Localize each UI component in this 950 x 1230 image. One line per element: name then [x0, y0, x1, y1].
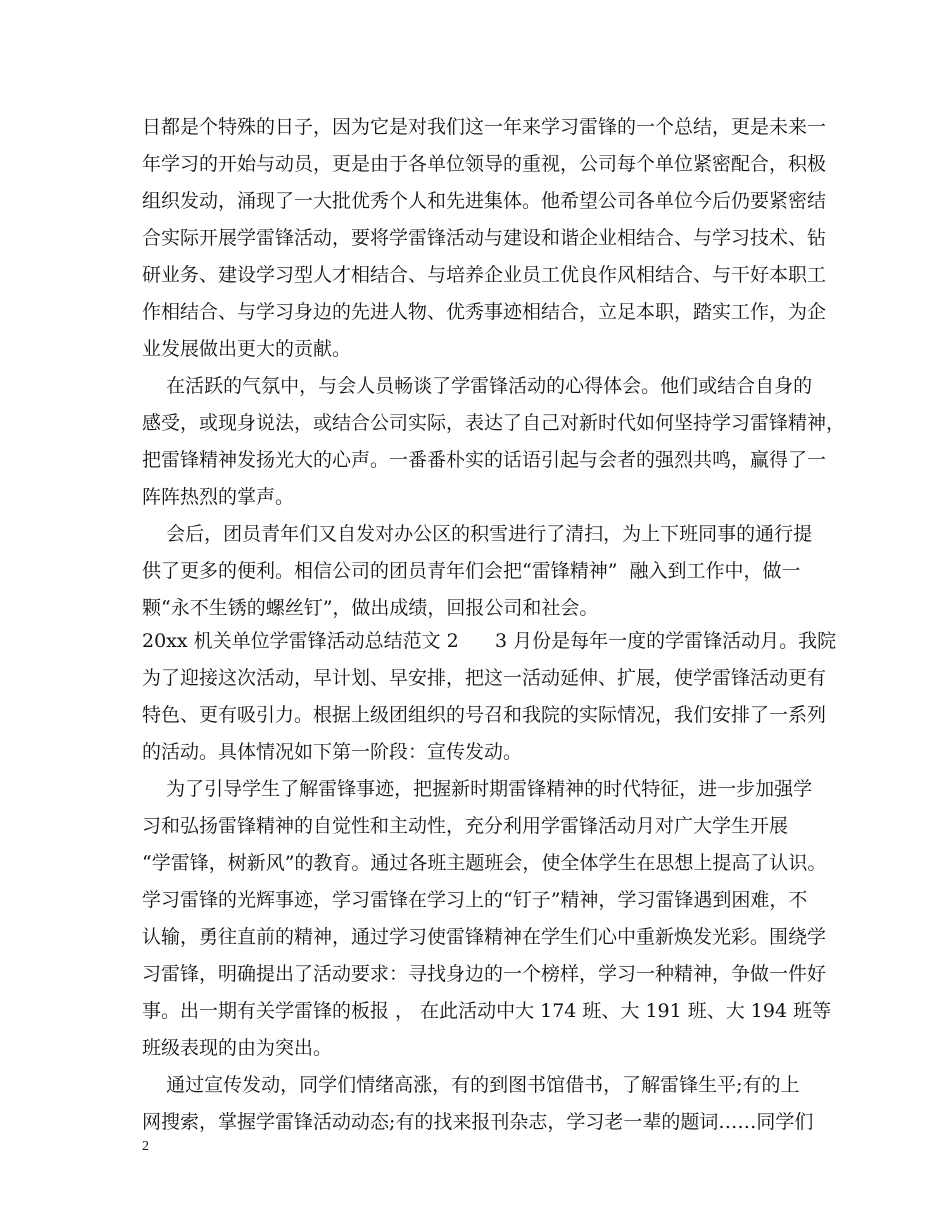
- text-line: 事。出一期有关学雷锋的板报 ， 在此活动中大 174 班、大 191 班、大 194 班等: [142, 1000, 832, 1022]
- text-line: 日都是个特殊的日子，因为它是对我们这一年来学习雷锋的一个总结，更是未来一: [142, 116, 827, 138]
- text-line: 认输，勇往直前的精神，通过学习使雷锋精神在学生们心中重新焕发光彩。围绕学: [142, 926, 827, 948]
- text-line: 的活动。具体情况如下第一阶段：宣传发动。: [142, 741, 523, 763]
- text-line: 业发展做出更大的贡献。: [142, 338, 352, 360]
- text-line: 合实际开展学雷锋活动，要将学雷锋活动与建设和谐企业相结合、与学习技术、钻: [142, 227, 827, 249]
- text-line: 在活跃的气氛中，与会人员畅谈了学雷锋活动的心得体会。他们或结合自身的: [142, 375, 813, 397]
- text-line: 会后，团员青年们又自发对办公区的积雪进行了清扫，为上下班同事的通行提: [142, 523, 813, 545]
- text-line: 把雷锋精神发扬光大的心声。一番番朴实的话语引起与会者的强烈共鸣，赢得了一: [142, 449, 827, 471]
- text-line: 通过宣传发动，同学们情绪高涨，有的到图书馆借书，了解雷锋生平;有的上: [142, 1074, 800, 1096]
- text-line: “学雷锋，树新风”的教育。通过各班主题班会，使全体学生在思想上提高了认识。: [142, 852, 827, 874]
- section-heading-line: 20xx 机关单位学雷锋活动总结范文 2 3 月份是每年一度的学雷锋活动月。我院: [142, 630, 837, 652]
- page-number: 2: [142, 1139, 149, 1154]
- text-line: 习雷锋，明确提出了活动要求：寻找身边的一个榜样，学习一种精神，争做一件好: [142, 963, 827, 985]
- text-line: 颗“永不生锈的螺丝钉”，做出成绩，回报公司和社会。: [142, 597, 599, 619]
- text-line: 习和弘扬雷锋精神的自觉性和主动性，充分利用学雷锋活动月对广大学生开展: [142, 815, 789, 837]
- text-line: 特色、更有吸引力。根据上级团组织的号召和我院的实际情况，我们安排了一系列: [142, 704, 827, 726]
- text-line: 供了更多的便利。相信公司的团员青年们会把“雷锋精神” 融入到工作中，做一: [142, 560, 801, 582]
- text-line: 班级表现的由为突出。: [142, 1037, 333, 1059]
- text-line: 研业务、建设学习型人才相结合、与培养企业员工优良作风相结合、与干好本职工: [142, 264, 827, 286]
- text-line: 感受，或现身说法，或结合公司实际，表达了自己对新时代如何坚持学习雷锋精神，: [142, 412, 846, 434]
- text-line: 为了引导学生了解雷锋事迹，把握新时期雷锋精神的时代特征，进一步加强学: [142, 778, 813, 800]
- text-line: 为了迎接这次活动，早计划、早安排，把这一活动延伸、扩展，使学雷锋活动更有: [142, 667, 827, 689]
- text-line: 网搜索，掌握学雷锋活动动态;有的找来报刊杂志，学习老一辈的题词……同学们: [142, 1111, 814, 1133]
- text-line: 阵阵热烈的掌声。: [142, 486, 295, 508]
- text-line: 学习雷锋的光辉事迹，学习雷锋在学习上的“钉子”精神，学习雷锋遇到困难，不: [142, 889, 808, 911]
- text-line: 组织发动，涌现了一大批优秀个人和先进集体。他希望公司各单位今后仍要紧密结: [142, 190, 827, 212]
- text-line: 年学习的开始与动员，更是由于各单位领导的重视，公司每个单位紧密配合，积极: [142, 153, 827, 175]
- text-line: 作相结合、与学习身边的先进人物、优秀事迹相结合，立足本职，踏实工作，为企: [142, 301, 827, 323]
